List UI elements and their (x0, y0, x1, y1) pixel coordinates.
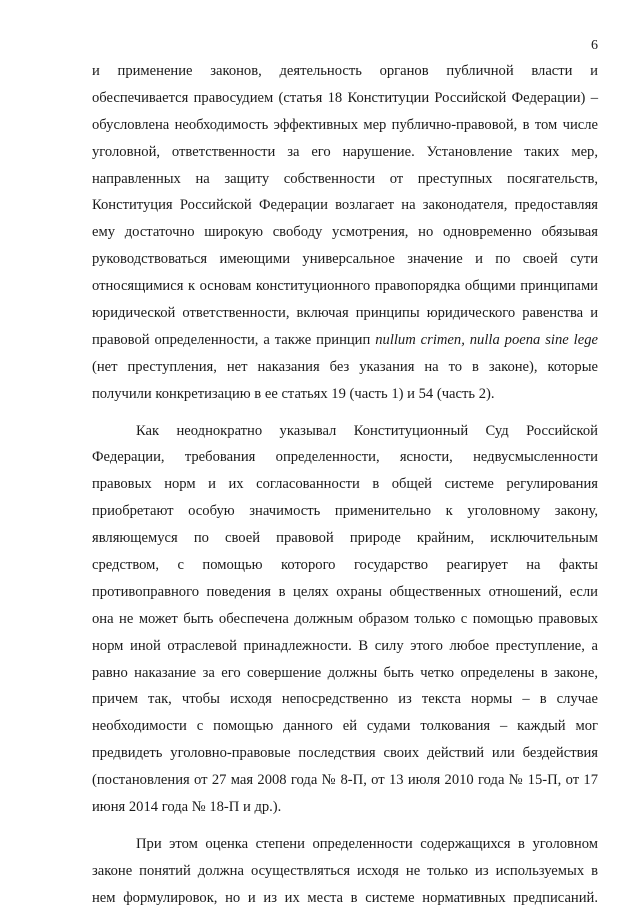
text-line (92, 166, 598, 193)
text-segment: направленных на защиту собственности от преступных посягательств, (92, 170, 598, 187)
text-segment: являющемуся по своей правовой природе крайним, исключительным (92, 530, 598, 547)
text-segment: равно наказание за его совершение должны быть четко определены в законе, (92, 664, 598, 681)
text-segment: уголовной, ответственности за его нарушение. Установление таких мер, (92, 143, 598, 160)
paragraph (92, 831, 598, 912)
text-line (92, 686, 598, 713)
text-line (92, 794, 598, 821)
text-segment: юридической ответственности, включая принципы юридического равенства и (92, 305, 598, 322)
text-segment: Конституция Российской Федерации возлагает на законодателя, предоставляя (92, 197, 598, 214)
text-segment: обусловлена необходимость эффективных мер публично-правовой, в том числе (92, 116, 598, 133)
text-line (92, 381, 598, 408)
text-segment: причем так, чтобы исходя непосредственно из текста нормы – в случае (92, 691, 598, 708)
text-segment: приобретают особую значимость применительно к уголовному закону, (92, 503, 598, 520)
text-line (92, 85, 598, 112)
text-segment: необходимости с помощью данного ей судами толкования – каждый мог (92, 718, 598, 735)
text-segment: (постановления от 27 мая 2008 года № 8-П, от 13 июля 2010 года № 15-П, от 17 (92, 772, 598, 789)
text-segment: законе понятий должна осуществляться исходя не только из используемых в (92, 862, 598, 879)
latin-maxim: nullum crimen, nulla poena sine lege (375, 331, 598, 348)
text-line (92, 831, 598, 858)
text-line (92, 300, 598, 327)
text-segment: руководствоваться имеющими универсальное значение и по своей сути (92, 251, 598, 268)
document-body (92, 58, 598, 912)
text-segment: правовой определенности, а также принцип (92, 331, 376, 348)
paragraph-gap (92, 408, 598, 418)
text-line (92, 471, 598, 498)
text-segment: средством, с помощью которого государство реагирует на факты (92, 557, 598, 574)
text-line (92, 740, 598, 767)
text-line (92, 58, 598, 85)
text-segment: нем формулировок, но и из их места в системе нормативных предписаний. (92, 889, 598, 906)
paragraph-gap (92, 821, 598, 831)
paragraph (92, 58, 598, 408)
text-line (92, 498, 598, 525)
text-line (92, 713, 598, 740)
text-segment: Как неоднократно указывал Конституционный Суд Российской (136, 422, 598, 439)
text-segment: она не может быть обеспечена должным образом только с помощью правовых (92, 610, 598, 627)
text-segment: При этом оценка степени определенности содержащихся в уголовном (136, 835, 598, 852)
text-line (92, 354, 598, 381)
text-segment: Федерации, требования определенности, ясности, недвусмысленности (92, 449, 598, 466)
text-line (92, 219, 598, 246)
text-line (92, 525, 598, 552)
text-segment: противоправного поведения в целях охраны общественных отношений, если (92, 583, 598, 600)
text-line (92, 552, 598, 579)
text-segment: и применение законов, деятельность органов публичной власти и (92, 63, 598, 79)
text-line (92, 444, 598, 471)
text-line (92, 767, 598, 794)
text-segment: июня 2014 года № 18-П и др.). (92, 799, 282, 816)
text-line (92, 418, 598, 445)
text-segment: относящимися к основам конституционного правопорядка общими принципами (92, 278, 598, 295)
text-line (92, 139, 598, 166)
page-number: 6 (591, 38, 598, 53)
text-segment: правовых норм и их согласованности в общей системе регулирования (92, 476, 598, 493)
text-segment: обеспечивается правосудием (статья 18 Конституции Российской Федерации) – (92, 89, 598, 106)
text-segment: (нет преступления, нет наказания без указания на то в законе), которые (92, 358, 598, 375)
text-segment: норм иной отраслевой принадлежности. В силу этого любое преступление, а (92, 637, 598, 654)
text-segment: получили конкретизацию в ее статьях 19 (часть 1) и 54 (часть 2). (92, 385, 495, 402)
paragraph (92, 418, 598, 821)
text-segment: предвидеть уголовно-правовые последствия своих действий или бездействия (92, 745, 598, 762)
text-line (92, 579, 598, 606)
text-line (92, 192, 598, 219)
text-segment: ему достаточно широкую свободу усмотрения, но одновременно обязывая (92, 224, 598, 241)
text-line (92, 660, 598, 687)
text-line (92, 112, 598, 139)
text-line (92, 273, 598, 300)
text-line (92, 633, 598, 660)
text-line (92, 858, 598, 885)
text-line (92, 246, 598, 273)
text-line (92, 606, 598, 633)
text-line (92, 885, 598, 912)
text-line (92, 327, 598, 354)
